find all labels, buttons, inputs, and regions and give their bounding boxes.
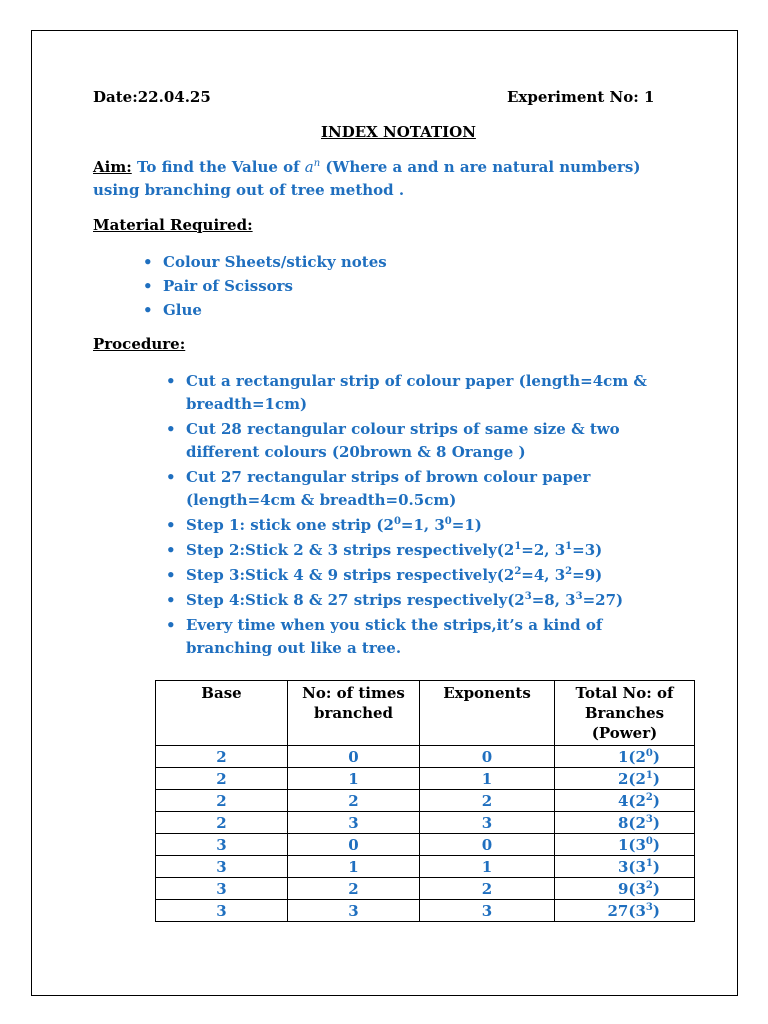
cell-total: $1(3^0)$ bbox=[555, 834, 695, 856]
list-item: • Colour Sheets/sticky notes bbox=[143, 253, 387, 271]
cell-exponent: 0 bbox=[420, 746, 555, 768]
list-item: • Step 3:Stick 4 & 9 strips $respectively(2^2=4$, $3^2=9$) bbox=[166, 566, 603, 584]
cell-total: $3(3^1)$ bbox=[555, 856, 695, 878]
cell-base: 2 bbox=[156, 746, 288, 768]
cell-times: 0 bbox=[288, 746, 420, 768]
experiment-number: Experiment No: 1 bbox=[507, 88, 655, 106]
list-item: • Step 1: stick one strip ($2^0=1$, $3^0=1$) bbox=[166, 516, 482, 534]
cell-times: 0 bbox=[288, 834, 420, 856]
cell-base: 3 bbox=[156, 900, 288, 922]
results-table bbox=[155, 680, 695, 922]
aim-var-n: n bbox=[313, 158, 321, 169]
table-row bbox=[156, 812, 695, 834]
list-item: • Step 4:Stick 8 & 27 strips $respectively(2^3=8$, $3^3=27$) bbox=[166, 591, 624, 609]
aim-var-a: a bbox=[304, 158, 314, 176]
aim-label: Aim: bbox=[93, 158, 132, 176]
list-item: • Cut 28 rectangular colour strips of same size & two different colours (20brown & 8 Orange ) bbox=[166, 420, 620, 461]
table-row bbox=[156, 790, 695, 812]
procedure-list bbox=[164, 370, 647, 662]
list-item: • Pair of Scissors bbox=[143, 277, 294, 295]
aim-text-cont: (Where a and n are natural numbers) bbox=[320, 158, 641, 176]
materials-heading: Material Required: bbox=[93, 216, 253, 234]
cell-times: 3 bbox=[288, 812, 420, 834]
cell-total: $2(2^1)$ bbox=[555, 768, 695, 790]
cell-total: $1(2^0)$ bbox=[555, 746, 695, 768]
cell-base: 2 bbox=[156, 790, 288, 812]
cell-total: $27(3^3)$ bbox=[555, 900, 695, 922]
aim-line-2: using branching out of tree method . bbox=[93, 181, 405, 199]
cell-base: 2 bbox=[156, 768, 288, 790]
cell-base: 3 bbox=[156, 878, 288, 900]
cell-times: 2 bbox=[288, 790, 420, 812]
cell-exponent: 1 bbox=[420, 768, 555, 790]
page-title: INDEX NOTATION bbox=[321, 123, 476, 141]
cell-base: 2 bbox=[156, 812, 288, 834]
table-row bbox=[156, 878, 695, 900]
table-header-row bbox=[156, 681, 695, 746]
procedure-heading: Procedure: bbox=[93, 335, 186, 353]
cell-times: 2 bbox=[288, 878, 420, 900]
aim-text: To find the Value of bbox=[131, 158, 305, 176]
list-item: • Every time when you stick the strips,it’s a kind of branching out like a tree. bbox=[166, 616, 603, 657]
cell-exponent: 0 bbox=[420, 834, 555, 856]
table-row bbox=[156, 834, 695, 856]
materials-list bbox=[141, 250, 387, 322]
cell-total: $8(2^3)$ bbox=[555, 812, 695, 834]
cell-exponent: 3 bbox=[420, 812, 555, 834]
list-item: • Step 2:Stick 2 & 3 strips $respectively(2^1=2$, $3^1=3$) bbox=[166, 541, 603, 559]
cell-base: 3 bbox=[156, 834, 288, 856]
table-row bbox=[156, 856, 695, 878]
cell-times: 1 bbox=[288, 856, 420, 878]
table-row bbox=[156, 746, 695, 768]
cell-total: $4(2^2)$ bbox=[555, 790, 695, 812]
list-item: • Cut 27 rectangular strips of brown colour paper (length=4cm & breadth=0.5cm) bbox=[166, 468, 591, 509]
date-label: Date:22.04.25 bbox=[93, 88, 211, 106]
header-times-branched: No: of times branched bbox=[288, 681, 420, 746]
aim-line-1 bbox=[93, 158, 640, 176]
cell-exponent: 3 bbox=[420, 900, 555, 922]
cell-exponent: 1 bbox=[420, 856, 555, 878]
cell-exponent: 2 bbox=[420, 878, 555, 900]
table-row bbox=[156, 900, 695, 922]
cell-exponent: 2 bbox=[420, 790, 555, 812]
cell-times: 1 bbox=[288, 768, 420, 790]
header-base: Base bbox=[156, 681, 288, 746]
list-item: • Glue bbox=[143, 301, 202, 319]
table-row bbox=[156, 768, 695, 790]
header-total-branches: Total No: of Branches (Power) bbox=[555, 681, 695, 746]
cell-total: $9(3^2)$ bbox=[555, 878, 695, 900]
header-exponents: Exponents bbox=[420, 681, 555, 746]
cell-base: 3 bbox=[156, 856, 288, 878]
list-item: • Cut a rectangular strip of colour paper (length=4cm & breadth=1cm) bbox=[166, 372, 647, 413]
cell-times: 3 bbox=[288, 900, 420, 922]
